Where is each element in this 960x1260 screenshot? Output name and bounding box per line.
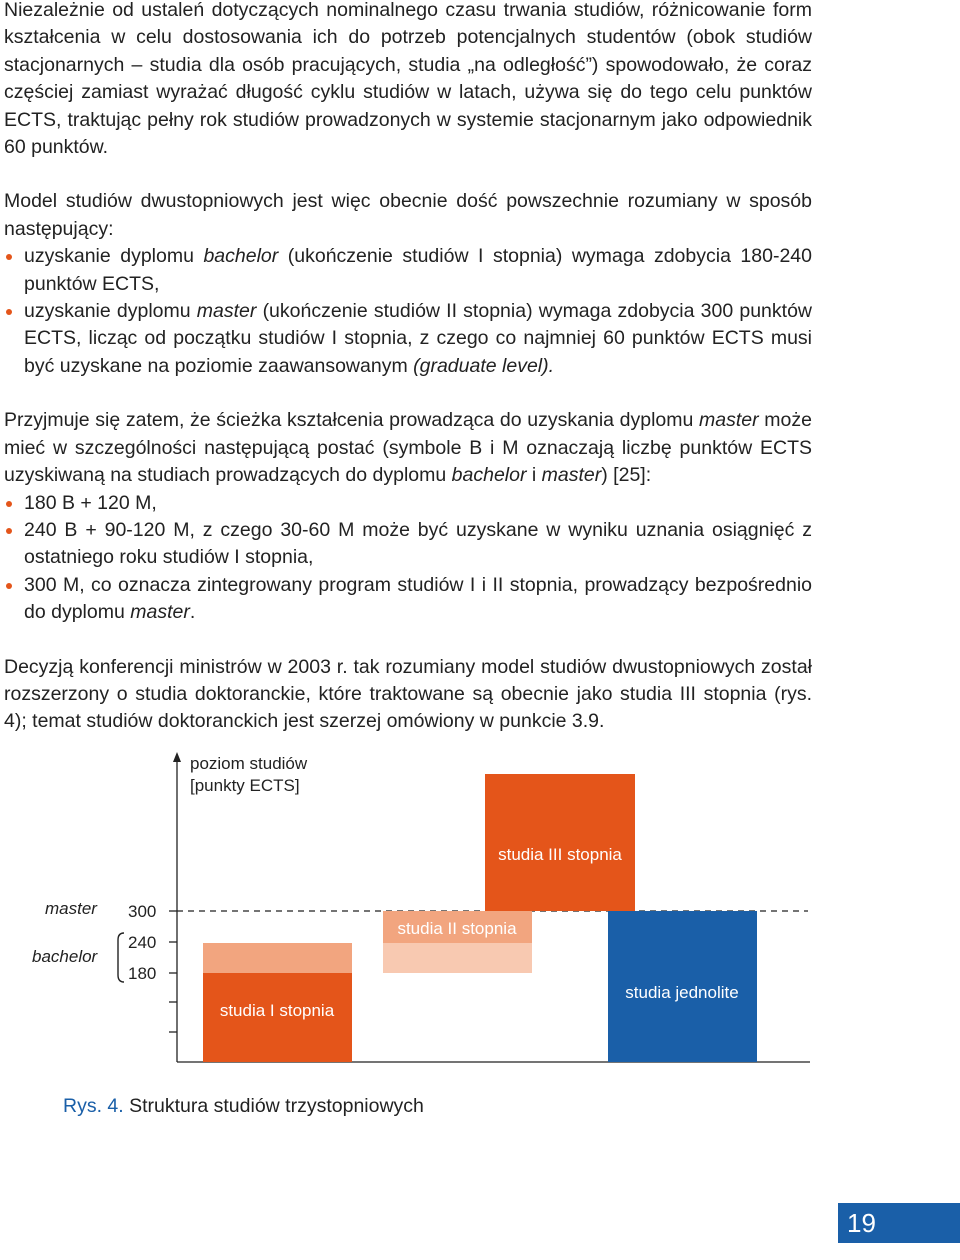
bullet-list-paths [4,490,812,627]
paragraph-3: Przyjmuje się zatem, że ścieżka kształcenia prowadząca do uzyskania dyplomu master może mieć w szczególności następującą postać (symbole B i M oznaczają liczbę punktów ECTS uzyskiwaną na studiach prowadzących do dyplomu bachelor i master) [25]: [4,409,812,487]
body-text [4,0,812,736]
bracket [118,933,124,982]
list-item: 300 M, co oznacza zintegrowany program studiów I i II stopnia, prowadzący bezpośrednio do dyplomu master. [4,572,812,627]
paragraph-4: Decyzją konferencji ministrów w 2003 r. tak rozumiany model studiów dwustopniowych został rozszerzony o studia doktoranckie, które traktowane są obecnie jako studia III stopnia (rys. 4); temat studiów doktoranckich jest szerzej omówiony w punkcie 3.9. [4,655,812,733]
list-item: uzyskanie dyplomu master (ukończenie studiów II stopnia) wymaga zdobycia 300 punktów ECTS, licząc od początku studiów I stopnia, z czego co najmniej 60 punktów ECTS musi być uzyskane na poziomie zaawansowanym (graduate level). [4,298,812,380]
tick-label-240: 240 [128,933,157,952]
page-number: 19 [838,1203,960,1243]
label-bachelor: bachelor [32,947,98,966]
tick-label-300: 300 [128,902,157,921]
box-studia-I-light [203,943,352,973]
box-studia-II-light [383,943,532,973]
axis-label-line1: poziom studiów [190,754,308,773]
caption-number: Rys. 4. [63,1095,124,1117]
axis-label-line2: [punkty ECTS] [190,776,300,795]
box-studia-jednolite-label: studia jednolite [625,983,739,1002]
label-master: master [45,899,97,918]
list-item: 180 B + 120 M, [4,490,812,517]
box-studia-III-label: studia III stopnia [498,845,622,864]
box-studia-II-label: studia II stopnia [397,919,517,938]
box-studia-III [485,774,635,911]
y-ticks [169,911,177,1032]
paragraph-1: Niezależnie od ustaleń dotyczących nominalnego czasu trwania studiów, różnicowanie form kształcenia w celu dostosowania ich do potrzeb potencjalnych studentów (obok studiów stacjonarnych – studia dla osób pracujących, studia „na odległość”) spowodowało, że coraz częściej zamiast wyrażać długość cyklu studiów w latach, używa się do tego celu punktów ECTS, traktując pełny rok studiów prowadzonych w systemie stacjonarnym jako odpowiednik 60 punktów. [4,0,812,159]
bullet-list-degrees [4,243,812,380]
list-item: uzyskanie dyplomu bachelor (ukończenie studiów I stopnia) wymaga zdobycia 180-240 punktów ECTS, [4,243,812,298]
paragraph-2-intro: Model studiów dwustopniowych jest więc obecnie dość powszechnie rozumiany w sposób następujący: [4,190,812,240]
y-axis-arrow [173,752,181,762]
tick-label-180: 180 [128,964,157,983]
figure-caption [63,1093,424,1120]
study-structure-diagram [0,740,960,1120]
list-item: 240 B + 90-120 M, z czego 30-60 M może być uzyskane w wyniku uznania osiągnięć z ostatniego roku studiów I stopnia, [4,517,812,572]
caption-text: Struktura studiów trzystopniowych [129,1095,424,1117]
box-studia-I-label: studia I stopnia [219,1001,335,1020]
